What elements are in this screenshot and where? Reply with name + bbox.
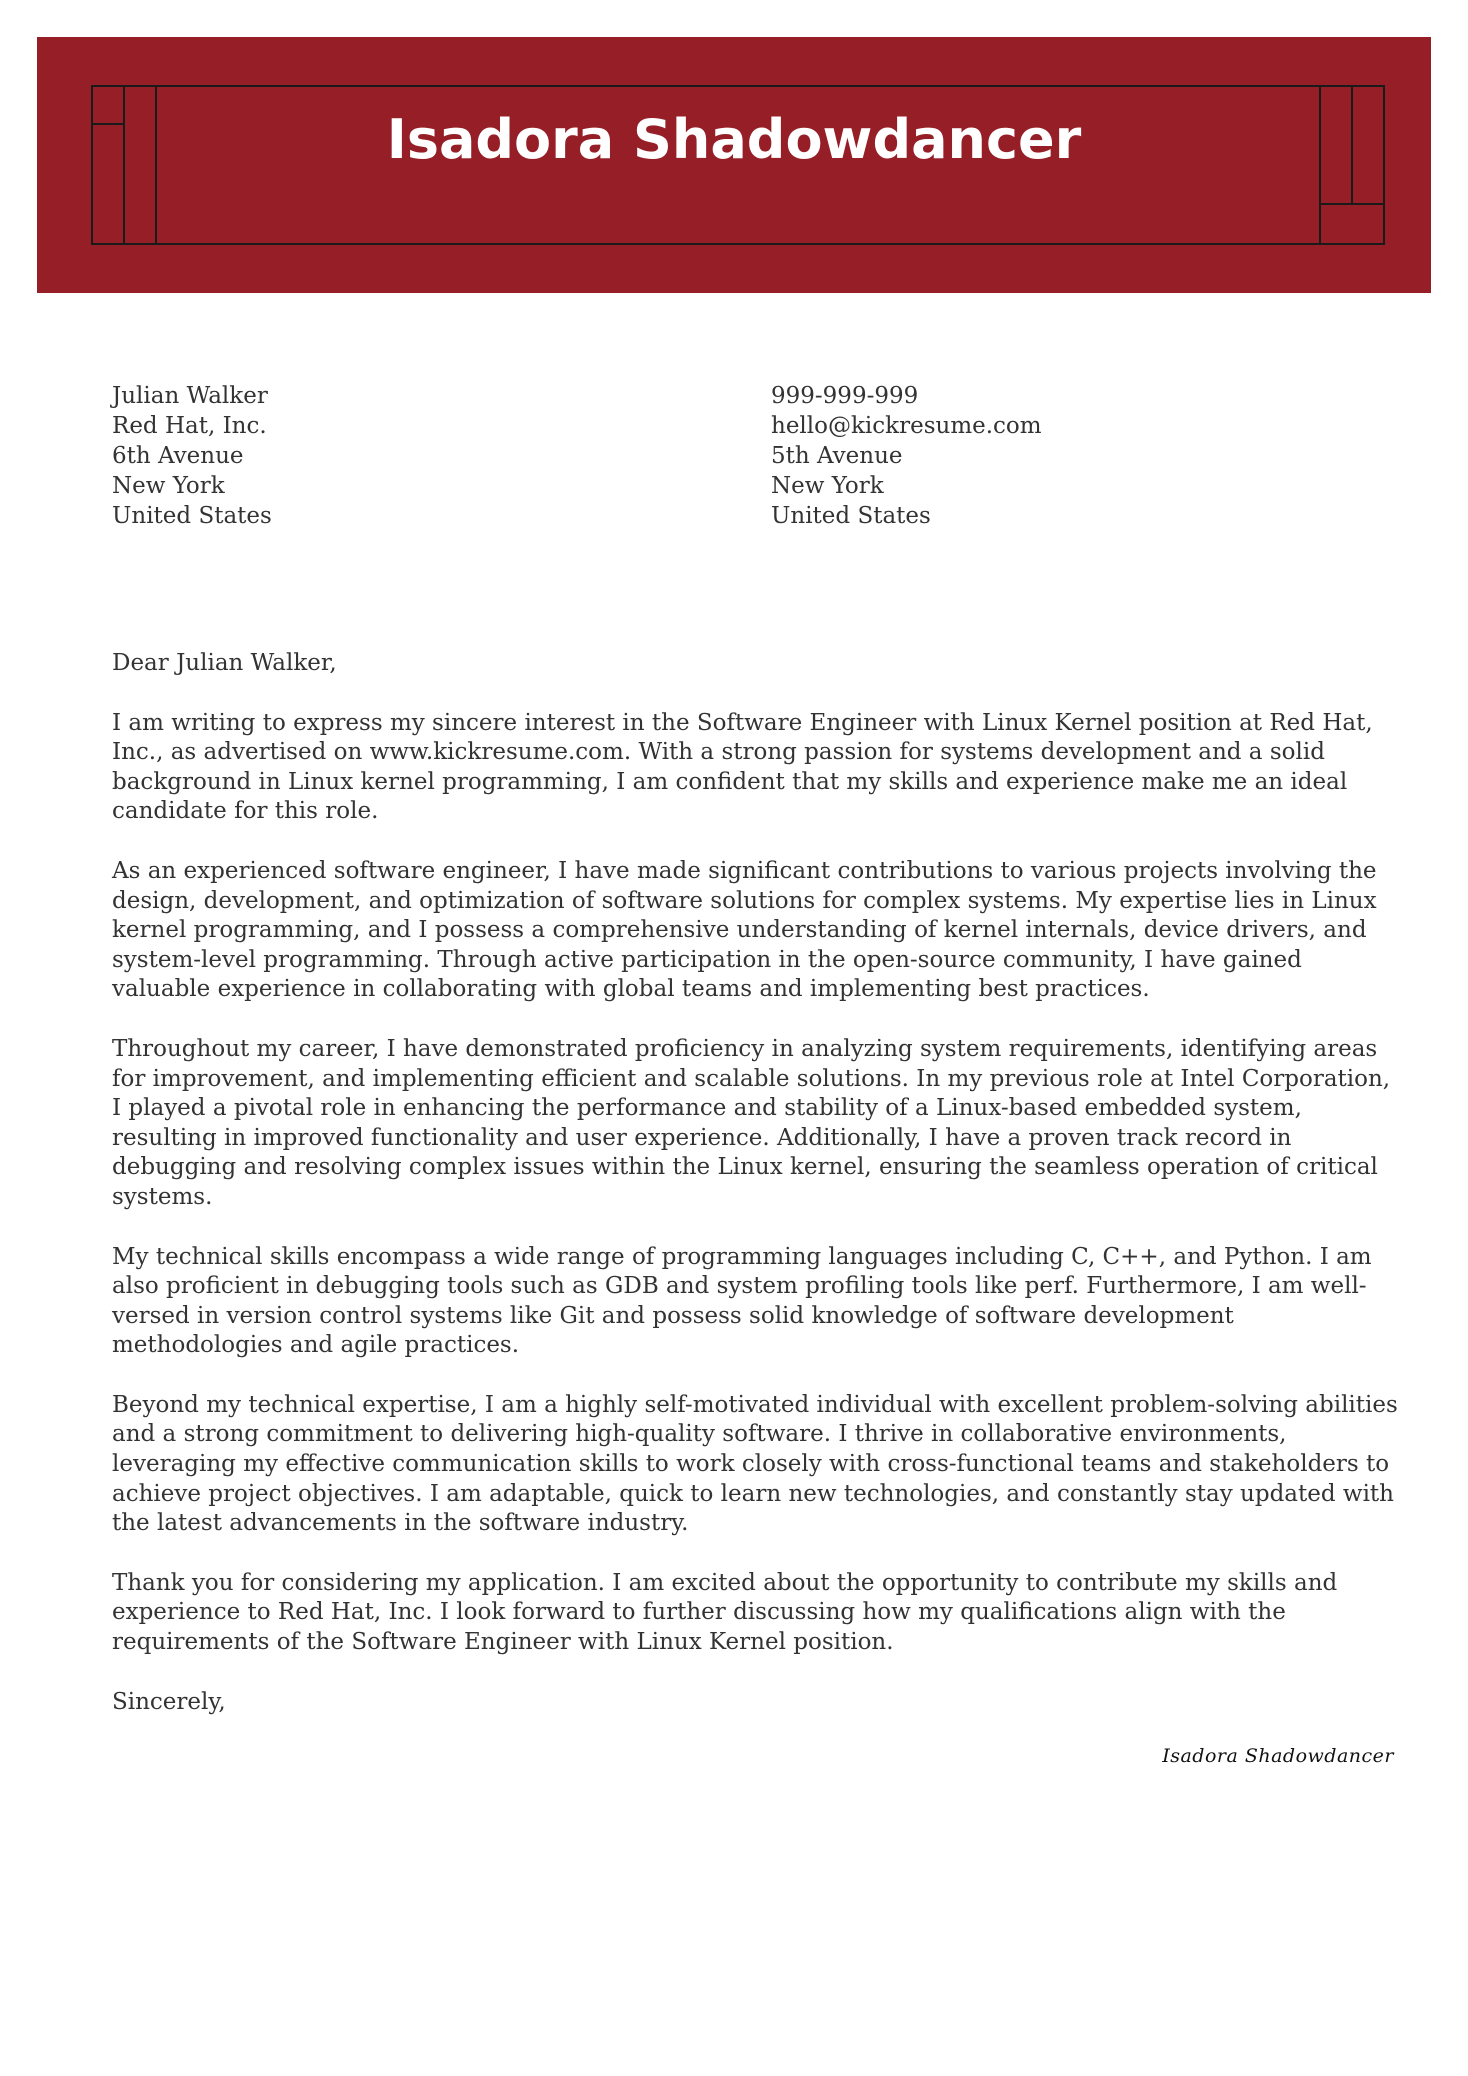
paragraph: My technical skills encompass a wide range of programming languages including C, C++, and Python. I am also proficient in debugging tools such as GDB and system profiling tools like perf. Furthermore, I am well-versed in version control systems like Git and possess solid knowledge of software development methodologies and agile practices.	[112, 1243, 1372, 1359]
recipient-name: Julian Walker	[112, 383, 268, 409]
closing: Sincerely,	[112, 1688, 226, 1715]
recipient-company: Red Hat, Inc.	[112, 413, 267, 439]
paragraph: I am writing to express my sincere interest in the Software Engineer with Linux Kernel position at Red Hat, Inc., as advertised on www.kickresume.com. With a strong passion for systems development and a solid background in Linux kernel programming, I am confident that my skills and experience make me an ideal candidate for this role.	[112, 709, 1373, 825]
recipient-city: New York	[112, 473, 225, 499]
sender-email: hello@kickresume.com	[771, 413, 1042, 439]
header-banner	[37, 37, 1431, 293]
paragraph: Throughout my career, I have demonstrated proficiency in analyzing system requirements, identifying areas for improvement, and implementing efficient and scalable solutions. In my previous role at Intel Corporation, I played a pivotal role in enhancing the performance and stability of a Linux-based embedded system, resulting in improved functionality and user experience. Additionally, I have a proven track record in debugging and resolving complex issues within the Linux kernel, ensuring the seamless operation of critical systems.	[112, 1035, 1391, 1210]
sender-street: 5th Avenue	[771, 443, 903, 469]
sender-city: New York	[771, 473, 884, 499]
paragraph: As an experienced software engineer, I have made significant contributions to various projects involving the design, development, and optimization of software solutions for complex systems. My expertise lies in Linux kernel programming, and I possess a comprehensive understanding of kernel internals, device drivers, and system-level programming. Through active participation in the open-source community, I have gained valuable experience in collaborating with global teams and implementing best practices.	[112, 857, 1377, 1003]
letter-body	[112, 649, 1402, 1747]
salutation: Dear Julian Walker,	[112, 650, 337, 676]
sender-country: United States	[771, 503, 931, 529]
frame-line-right-3	[1319, 203, 1383, 205]
recipient-address-block	[112, 381, 272, 531]
recipient-country: United States	[112, 503, 272, 529]
sender-contact-block	[771, 381, 1042, 531]
page-title-name: Isadora Shadowdancer	[386, 108, 1082, 171]
recipient-street: 6th Avenue	[112, 443, 244, 469]
sender-phone: 999-999-999	[771, 383, 919, 409]
paragraph: Beyond my technical expertise, I am a highly self-motivated individual with excellent problem-solving abilities and a strong commitment to delivering high-quality software. I thrive in collaborative environments, leveraging my effective communication skills to work closely with cross-functional teams and stakeholders to achieve project objectives. I am adaptable, quick to learn new technologies, and constantly stay updated with the latest advancements in the software industry.	[112, 1391, 1398, 1537]
paragraph: Thank you for considering my application. I am excited about the opportunity to contribute my skills and experience to Red Hat, Inc. I look forward to further discussing how my qualifications align with the requirements of the Software Engineer with Linux Kernel position.	[112, 1569, 1338, 1656]
signature: Isadora Shadowdancer	[1162, 1745, 1394, 1767]
